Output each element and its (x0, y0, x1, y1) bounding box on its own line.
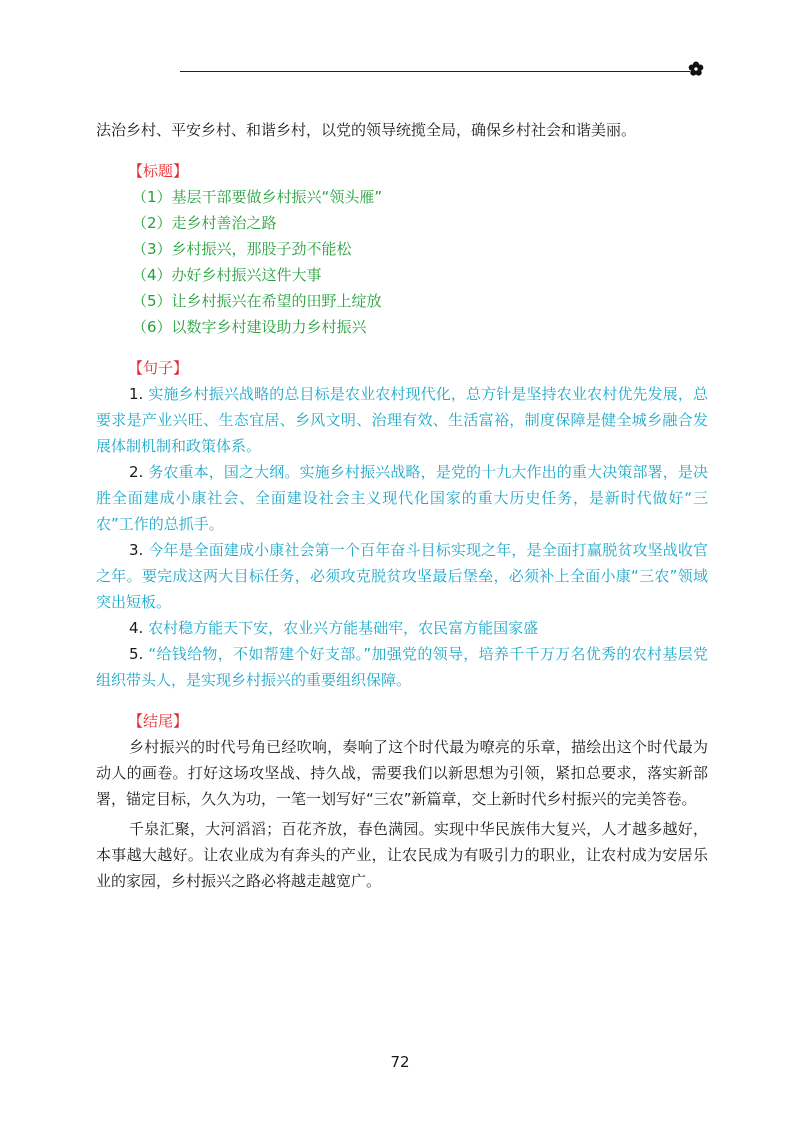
sentence-text: “给钱给物，不如帮建个好支部。”加强党的领导，培养千千万万名优秀的农村基层党组织带头人，是实现乡村振兴的重要组织保障。 (96, 645, 708, 689)
sentence-number: 1. (129, 385, 144, 403)
title-item: （1）基层干部要做乡村振兴“领头雁” (132, 188, 383, 206)
sentence-item (96, 381, 708, 459)
sentences-heading: 【句子】 (128, 359, 189, 377)
sentence-text: 务农重本，国之大纲。实施乡村振兴战略，是党的十九大作出的重大决策部署，是决胜全面建成小康社会、全面建设社会主义现代化国家的重大历史任务，是新时代做好“三农”工作的总抓手。 (96, 463, 708, 533)
header-rule (180, 71, 690, 72)
title-item: （5）让乡村振兴在希望的田野上绽放 (132, 292, 382, 310)
sentence-number: 2. (129, 463, 144, 481)
page-number: 72 (390, 1053, 410, 1071)
sentence-text: 实施乡村振兴战略的总目标是农业农村现代化，总方针是坚持农业农村优先发展，总要求是产业兴旺、生态宜居、乡风文明、治理有效、生活富裕，制度保障是健全城乡融合发展体制机制和政策体系。 (96, 385, 708, 455)
sentence-number: 4. (129, 619, 144, 637)
title-item: （3）乡村振兴，那股子劲不能松 (132, 240, 352, 258)
sentence-number: 5. (129, 645, 144, 663)
title-item: （6）以数字乡村建设助力乡村振兴 (132, 318, 367, 336)
page-content (96, 117, 708, 894)
ending-paragraph: 乡村振兴的时代号角已经吹响，奏响了这个时代最为嘹亮的乐章，描绘出这个时代最为动人的画卷。打好这场攻坚战、持久战，需要我们以新思想为引领，紧扣总要求，落实新部署，锚定目标，久久为功，一笔一划写好“三农”新篇章，交上新时代乡村振兴的完美答卷。 (96, 738, 708, 808)
ending-heading: 【结尾】 (128, 712, 189, 730)
sentence-item (96, 641, 708, 693)
sentences-list (96, 381, 708, 693)
sentence-text: 农村稳方能天下安，农业兴方能基础牢，农民富方能国家盛 (143, 619, 539, 637)
intro-paragraph: 法治乡村、平安乡村、和谐乡村，以党的领导统揽全局，确保乡村社会和谐美丽。 (96, 121, 637, 139)
sentence-item (96, 615, 708, 641)
title-item: （2）走乡村善治之路 (132, 214, 277, 232)
sentence-item (96, 459, 708, 537)
flower-icon (688, 61, 704, 77)
titles-list (96, 184, 708, 340)
sentence-item (96, 537, 708, 615)
titles-heading: 【标题】 (128, 162, 189, 180)
sentence-text: 今年是全面建成小康社会第一个百年奋斗目标实现之年，是全面打赢脱贫攻坚战收官之年。要完成这两大目标任务，必须攻克脱贫攻坚最后堡垒，必须补上全面小康“三农”领域突出短板。 (96, 541, 708, 611)
title-item: （4）办好乡村振兴这件大事 (132, 266, 322, 284)
ending-paragraph: 千泉汇聚，大河滔滔；百花齐放，春色满园。实现中华民族伟大复兴，人才越多越好，本事越大越好。让农业成为有奔头的产业，让农民成为有吸引力的职业，让农村成为安居乐业的家园，乡村振兴之路必将越走越宽广。 (96, 820, 708, 890)
sentence-number: 3. (129, 541, 144, 559)
